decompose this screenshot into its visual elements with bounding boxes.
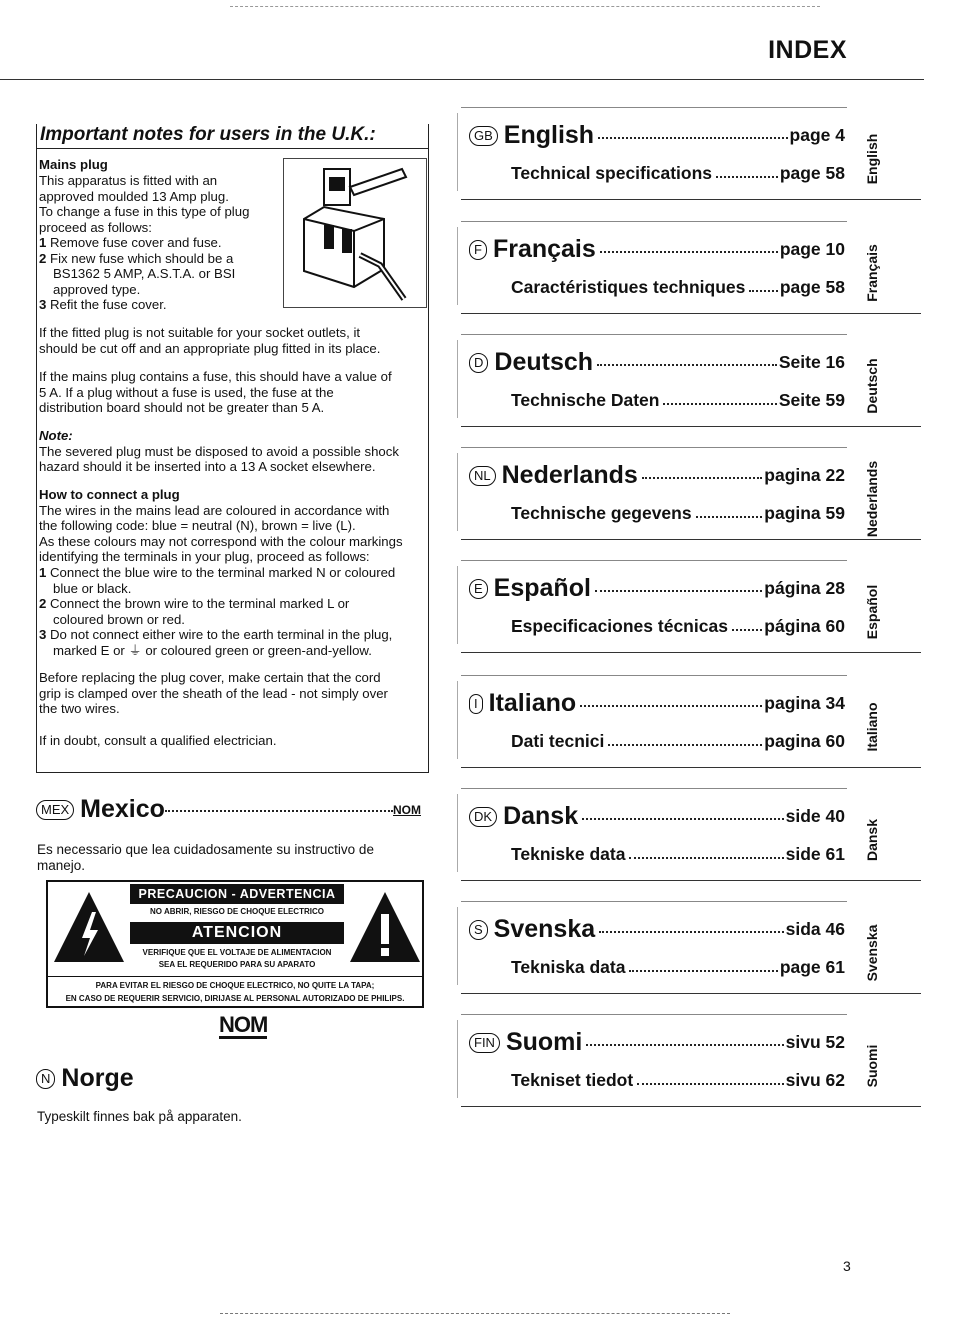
- country-code-badge: GB: [469, 126, 498, 146]
- language-heading: [469, 348, 593, 377]
- specifications-page: side 61: [785, 844, 845, 864]
- entry-top-rule: [461, 334, 847, 335]
- index-entry-s: [457, 901, 923, 1007]
- entry-left-rule: [457, 794, 458, 872]
- index-entry-gb: [457, 107, 923, 213]
- side-tab: Nederlands: [864, 460, 880, 538]
- entry-bottom-rule: [461, 993, 921, 994]
- language-page: side 40: [785, 806, 845, 826]
- language-heading: [469, 802, 578, 831]
- country-code-badge: S: [469, 920, 488, 940]
- note-section: Note: The severed plug must be disposed to avoid a possible shock hazard should it be inserted into a 13 A socket elsewhere.: [39, 428, 399, 475]
- leader-dots: [582, 818, 784, 820]
- language-page: page 4: [789, 125, 845, 145]
- language-name: Nederlands: [501, 461, 638, 489]
- specifications-page: página 60: [764, 616, 845, 636]
- language-name: Español: [493, 574, 591, 602]
- leader-dots: [595, 590, 762, 592]
- specifications-label: Dati tecnici: [511, 731, 605, 751]
- header-rule: [0, 79, 924, 80]
- specifications-page: page 61: [779, 957, 845, 977]
- country-code-badge: I: [469, 694, 483, 714]
- language-name: Deutsch: [494, 348, 594, 376]
- paragraph-electrician: If in doubt, consult a qualified electrician.: [39, 733, 277, 748]
- language-page: Seite 16: [778, 352, 845, 372]
- warning-label: [46, 880, 424, 1008]
- side-tab: Español: [864, 584, 880, 640]
- mexico-leader-dots: [165, 810, 393, 812]
- specifications-page: page 58: [779, 163, 845, 183]
- entry-left-rule: [457, 907, 458, 985]
- side-tab: English: [864, 133, 880, 185]
- language-heading: [469, 1028, 582, 1057]
- uk-notes-title-rule: [37, 148, 428, 149]
- leader-dots: [696, 516, 763, 518]
- specifications-label: Caractéristiques techniques: [511, 277, 746, 297]
- index-entry-dk: [457, 788, 923, 894]
- mains-plug-text: This apparatus is fitted with an approved moulded 13 Amp plug. To change a fuse in this type of plug proceed as follows:: [39, 173, 250, 235]
- entry-bottom-rule: [461, 652, 921, 653]
- uk-notes-box: [36, 124, 429, 773]
- entry-bottom-rule: [461, 767, 921, 768]
- entry-top-rule: [461, 221, 847, 222]
- plug-icon: [284, 159, 426, 307]
- mexico-heading: MEX Mexico: [36, 795, 165, 824]
- electric-shock-warning-icon: [52, 888, 126, 964]
- country-code-badge: F: [469, 240, 487, 260]
- index-entry-nl: [457, 447, 923, 553]
- country-code-badge: NL: [469, 466, 496, 486]
- language-heading: [469, 915, 595, 944]
- warning-heading: PRECAUCION - ADVERTENCIA: [130, 884, 344, 904]
- language-heading: [469, 689, 576, 718]
- country-code-badge: E: [469, 579, 488, 599]
- mains-plug-heading: Mains plug: [39, 157, 108, 172]
- country-code-badge: D: [469, 353, 488, 373]
- leader-dots: [608, 744, 762, 746]
- language-name: English: [503, 121, 595, 149]
- entry-top-rule: [461, 1014, 847, 1015]
- norge-heading: N Norge: [36, 1064, 134, 1093]
- page-number: 3: [843, 1258, 851, 1274]
- leader-dots: [637, 1083, 783, 1085]
- side-tab: Français: [864, 244, 880, 302]
- side-tab: Suomi: [864, 1044, 880, 1088]
- specifications-page: Seite 59: [778, 390, 845, 410]
- uk-notes-title: Important notes for users in the U.K.:: [40, 124, 376, 145]
- leader-dots: [586, 1044, 783, 1046]
- side-tab: Deutsch: [864, 358, 880, 414]
- scan-bottom-rule: [220, 1313, 730, 1314]
- entry-left-rule: [457, 340, 458, 418]
- entry-left-rule: [457, 227, 458, 305]
- index-entry-f: [457, 221, 923, 327]
- specifications-page: sivu 62: [785, 1070, 845, 1090]
- leader-dots: [580, 705, 762, 707]
- side-tab: Dansk: [864, 818, 880, 862]
- entry-top-rule: [461, 560, 847, 561]
- entry-left-rule: [457, 453, 458, 531]
- specifications-label: Technische gegevens: [511, 503, 692, 523]
- entry-left-rule: [457, 113, 458, 191]
- entry-bottom-rule: [461, 880, 921, 881]
- language-page: página 28: [764, 578, 845, 598]
- country-code-badge: DK: [469, 807, 497, 827]
- leader-dots: [642, 477, 762, 479]
- entry-bottom-rule: [461, 199, 921, 200]
- language-page: page 10: [779, 239, 845, 259]
- specifications-label: Especificaciones técnicas: [511, 616, 728, 636]
- scan-top-rule: [230, 6, 820, 7]
- attention-heading: ATENCION: [130, 922, 344, 944]
- entry-bottom-rule: [461, 426, 921, 427]
- index-entry-i: [457, 675, 923, 781]
- paragraph-fuse-value: If the mains plug contains a fuse, this should have a value of 5 A. If a plug without a fuse is used, the fuse at the distribution board should not be greater than 5 A.: [39, 369, 392, 416]
- specifications-label: Technische Daten: [511, 390, 660, 410]
- entry-bottom-rule: [461, 1106, 921, 1107]
- warning-subtext: NO ABRIR, RIESGO DE CHOQUE ELECTRICO: [150, 907, 324, 916]
- index-entry-e: [457, 560, 923, 666]
- entry-top-rule: [461, 788, 847, 789]
- plug-illustration: [283, 158, 427, 308]
- language-name: Italiano: [488, 689, 577, 717]
- voltage-notice: VERIFIQUE QUE EL VOLTAJE DE ALIMENTACION SEA EL REQUERIDO PARA SU APARATO: [142, 948, 332, 969]
- connect-plug-section: How to connect a plug The wires in the mains lead are coloured in accordance with the following code: blue = neutral (N), brown = live (L). As these colours may not correspond with the colour markings identifying the terminals in your plug, proceed as follows: 1 Connect the blue wire to the terminal marked N or coloured blue or black. 2 Connect the brown wire to the terminal marked L or coloured brown or red. 3 Do not connect either wire to the earth terminal in the plug, marked E or ⏚ or coloured green or green-and-yellow.: [39, 487, 403, 658]
- side-tab: Svenska: [864, 924, 880, 982]
- page-title: INDEX: [768, 36, 847, 64]
- language-page: sivu 52: [785, 1032, 845, 1052]
- language-page: sida 46: [785, 919, 845, 939]
- leader-dots: [716, 176, 778, 178]
- specifications-label: Tekniska data: [511, 957, 626, 977]
- entry-top-rule: [461, 447, 847, 448]
- language-name: Svenska: [493, 915, 596, 943]
- index-entry-d: [457, 334, 923, 440]
- specifications-page: pagina 60: [764, 731, 845, 751]
- leader-dots: [749, 290, 777, 292]
- entry-bottom-rule: [461, 539, 921, 540]
- norge-badge: N: [36, 1069, 55, 1089]
- language-name: Suomi: [505, 1028, 583, 1056]
- leader-dots: [629, 857, 783, 859]
- nom-logo: NOM: [219, 1012, 268, 1037]
- paragraph-cord-grip: Before replacing the plug cover, make certain that the cord grip is clamped over the sheath of the lead - not simply over the two wires.: [39, 670, 388, 717]
- mexico-text: Es necessario que lea cuidadosamente su instructivo de manejo.: [37, 842, 374, 873]
- entry-top-rule: [461, 675, 847, 676]
- leader-dots: [663, 403, 776, 405]
- entry-top-rule: [461, 901, 847, 902]
- leader-dots: [598, 137, 787, 139]
- specifications-page: page 58: [779, 277, 845, 297]
- norge-text: Typeskilt finnes bak på apparaten.: [37, 1109, 242, 1124]
- warning-footer: PARA EVITAR EL RIESGO DE CHOQUE ELECTRICO, NO QUITE LA TAPA; EN CASO DE REQUERIR SERVICIO, DIRIJASE AL PERSONAL AUTORIZADO DE PHILIPS.: [48, 976, 422, 1005]
- language-name: Dansk: [503, 802, 579, 830]
- paragraph-socket: If the fitted plug is not suitable for your socket outlets, it should be cut off and an appropriate plug fitted in its place.: [39, 325, 381, 356]
- language-name: Français: [492, 235, 596, 263]
- nom-logo-small: NOM: [393, 803, 421, 817]
- leader-dots: [599, 931, 784, 933]
- specifications-label: Technical specifications: [511, 163, 712, 183]
- specifications-label: Tekniske data: [511, 844, 626, 864]
- entry-left-rule: [457, 681, 458, 759]
- side-tab: Italiano: [864, 702, 880, 752]
- entry-left-rule: [457, 1020, 458, 1098]
- fuse-steps: 1 Remove fuse cover and fuse. 2 Fix new fuse which should be a BS1362 5 AMP, A.S.T.A. or BSI approved type. 3 Refit the fuse cover.: [39, 235, 236, 313]
- language-heading: [469, 574, 591, 603]
- entry-top-rule: [461, 107, 847, 108]
- language-page: pagina 22: [764, 465, 845, 485]
- language-page: pagina 34: [764, 693, 845, 713]
- exclamation-warning-icon: [348, 888, 422, 964]
- specifications-label: Tekniset tiedot: [511, 1070, 634, 1090]
- entry-left-rule: [457, 566, 458, 644]
- mex-badge: MEX: [36, 800, 74, 820]
- leader-dots: [629, 970, 777, 972]
- language-heading: [469, 235, 596, 264]
- country-code-badge: FIN: [469, 1033, 500, 1053]
- specifications-page: pagina 59: [764, 503, 845, 523]
- leader-dots: [732, 629, 762, 631]
- leader-dots: [597, 364, 777, 366]
- index-entry-fin: [457, 1014, 923, 1120]
- language-heading: [469, 461, 638, 490]
- entry-bottom-rule: [461, 313, 921, 314]
- leader-dots: [600, 251, 778, 253]
- language-heading: [469, 121, 594, 150]
